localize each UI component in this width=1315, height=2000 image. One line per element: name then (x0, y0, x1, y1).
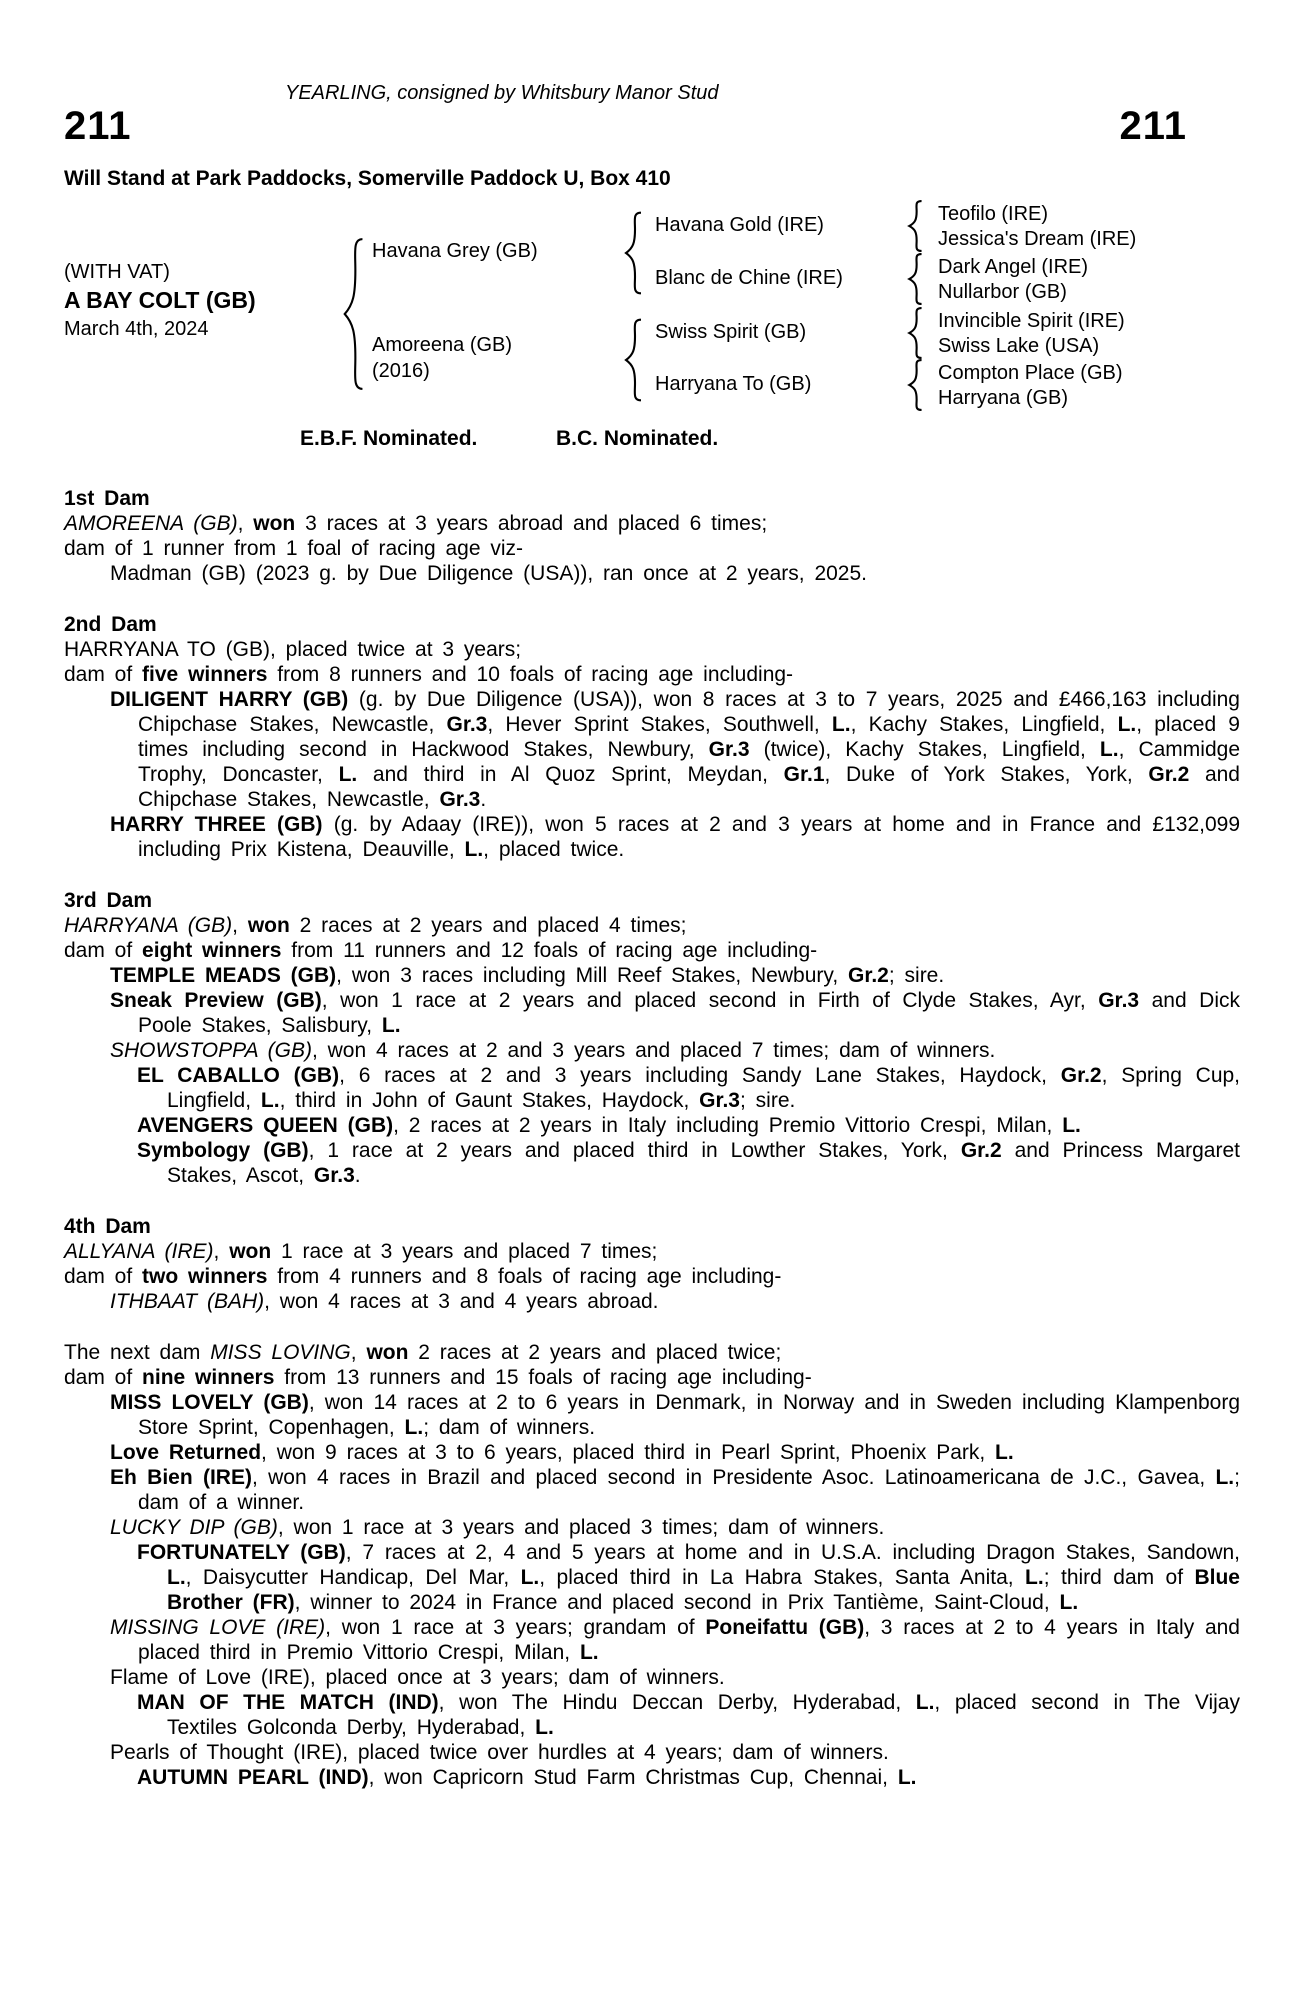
pedigree-entry: TEMPLE MEADS (GB), won 3 races including Mill Reef Stakes, Newbury, Gr.2; sire. (110, 964, 945, 987)
section-heading: 3rd Dam (64, 889, 153, 912)
dam-section (64, 486, 1240, 586)
pedigree-entry: Sneak Preview (GB), won 1 race at 2 years and placed second in Firth of Clyde Stakes, Ayr, Gr.3 and Dick Poole Stakes, Salisbury, L. (110, 989, 1240, 1037)
pedigree-entry: dam of two winners from 4 runners and 8 foals of racing age including- (64, 1265, 782, 1288)
pedigree-brace-g4-2 (906, 253, 924, 305)
pedigree-brace-g4-3 (906, 307, 924, 359)
section-heading: 4th Dam (64, 1215, 151, 1238)
pedigree-entry: MAN OF THE MATCH (IND), won The Hindu Deccan Derby, Hyderabad, L., placed second in The Vijay Textiles Golconda Derby, Hyderabad, L. (137, 1691, 1240, 1739)
section-heading: 2nd Dam (64, 613, 157, 636)
pedigree-brace-g4-1 (906, 200, 924, 252)
pedigree-entry: AUTUMN PEARL (IND), won Capricorn Stud Farm Christmas Cup, Chennai, L. (137, 1766, 917, 1789)
dam-sire-dam: Swiss Lake (USA) (938, 335, 1100, 357)
dam-year: (2016) (372, 360, 430, 382)
dam-dam-name: Harryana To (GB) (655, 373, 812, 395)
pedigree-entry: AMOREENA (GB), won 3 races at 3 years abroad and placed 6 times; (64, 512, 768, 535)
pedigree-entry: EL CABALLO (GB), 6 races at 2 and 3 years including Sandy Lane Stakes, Haydock, Gr.2, Spring Cup, Lingfield, L., third in John of Gaunt Stakes, Haydock, Gr.3; sire. (137, 1064, 1241, 1112)
pedigree-brace-main (340, 236, 366, 392)
stand-location-line: Will Stand at Park Paddocks, Somerville Paddock U, Box 410 (64, 167, 671, 190)
dam-dam-dam: Harryana (GB) (938, 387, 1069, 409)
dam-sire-sire: Invincible Spirit (IRE) (938, 310, 1125, 332)
pedigree-entry: HARRYANA (GB), won 2 races at 2 years and placed 4 times; (64, 914, 687, 937)
pedigree-entry: MISSING LOVE (IRE), won 1 race at 3 years; grandam of Poneifattu (GB), 3 races at 2 to 4 years in Italy and placed third in Premio Vittorio Crespi, Milan, L. (110, 1616, 1240, 1664)
ebf-nominated-note: E.B.F. Nominated. (300, 427, 478, 450)
pedigree-brace-sire (622, 211, 644, 295)
sire-dam-name: Blanc de Chine (IRE) (655, 267, 843, 289)
pedigree-entry: Flame of Love (IRE), placed once at 3 years; dam of winners. (110, 1666, 725, 1689)
pedigree-entry: Eh Bien (IRE), won 4 races in Brazil and placed second in Presidente Asoc. Latinoamericana de J.C., Gavea, L.; dam of a winner. (110, 1466, 1240, 1514)
dam-sire-name: Swiss Spirit (GB) (655, 321, 807, 343)
colt-name: A BAY COLT (GB) (64, 287, 256, 313)
pedigree-entry: MISS LOVELY (GB), won 14 races at 2 to 6 years in Denmark, in Norway and in Sweden including Klampenborg Store Sprint, Copenhagen, L.; dam of winners. (110, 1391, 1241, 1439)
pedigree-entry: AVENGERS QUEEN (GB), 2 races at 2 years in Italy including Premio Vittorio Crespi, Milan, L. (137, 1114, 1081, 1137)
pedigree-entry: dam of five winners from 8 runners and 10 foals of racing age including- (64, 663, 794, 686)
pedigree-entry: HARRYANA TO (GB), placed twice at 3 years; (64, 638, 522, 661)
dam-dam-sire: Compton Place (GB) (938, 362, 1123, 384)
pedigree-entry: dam of 1 runner from 1 foal of racing age viz- (64, 537, 524, 560)
pedigree-details (64, 486, 1240, 1790)
sire-sire-dam: Jessica's Dream (IRE) (938, 228, 1137, 250)
dam-section (64, 888, 1240, 1188)
sire-sire-name: Havana Gold (IRE) (655, 214, 824, 236)
dam-section (64, 1214, 1240, 1314)
sire-sire-sire: Teofilo (IRE) (938, 203, 1049, 225)
pedigree-entry: ITHBAAT (BAH), won 4 races at 3 and 4 years abroad. (110, 1290, 659, 1313)
pedigree-entry: Symbology (GB), 1 race at 2 years and placed third in Lowther Stakes, York, Gr.2 and Princess Margaret Stakes, Ascot, Gr.3. (137, 1139, 1240, 1187)
vat-note: (WITH VAT) (64, 261, 170, 283)
pedigree-entry: FORTUNATELY (GB), 7 races at 2, 4 and 5 years at home and in U.S.A. including Dragon Stakes, Sandown, L., Daisycutter Handicap, Del Mar, L., placed third in La Habra Stakes, Santa Anita, L.; third dam of Blue Brother (FR), winner to 2024 in France and placed second in Prix Tantième, Saint-Cloud, L. (137, 1541, 1241, 1614)
lot-number-left: 211 (64, 104, 132, 148)
pedigree-brace-g4-4 (906, 359, 924, 411)
sire-dam-sire: Dark Angel (IRE) (938, 256, 1089, 278)
pedigree-entry: DILIGENT HARRY (GB) (g. by Due Diligence (USA)), won 8 races at 3 to 7 years, 2025 and £466,163 including Chipchase Stakes, Newcastle, Gr.3, Hever Sprint Stakes, Southwell, L., Kachy Stakes, Lingfield, L., placed 9 times including second in Hackwood Stakes, Newbury, Gr.3 (twice), Kachy Stakes, Lingfield, L., Cammidge Trophy, Doncaster, L. and third in Al Quoz Sprint, Meydan, Gr.1, Duke of York Stakes, York, Gr.2 and Chipchase Stakes, Newcastle, Gr.3. (110, 688, 1240, 811)
pedigree-entry: Madman (GB) (2023 g. by Due Diligence (USA)), ran once at 2 years, 2025. (110, 562, 867, 585)
lot-number-right: 211 (1119, 104, 1187, 148)
pedigree-entry: Love Returned, won 9 races at 3 to 6 years, placed third in Pearl Sprint, Phoenix Park, L. (110, 1441, 1014, 1464)
sire-dam-dam: Nullarbor (GB) (938, 281, 1067, 303)
dam-section (64, 612, 1240, 862)
pedigree-entry: dam of nine winners from 13 runners and 15 foals of racing age including- (64, 1366, 812, 1389)
pedigree-entry: The next dam MISS LOVING, won 2 races at 2 years and placed twice; (64, 1341, 782, 1364)
pedigree-brace-dam (622, 318, 644, 402)
dam-name: Amoreena (GB) (372, 334, 513, 356)
foaling-date: March 4th, 2024 (64, 318, 209, 340)
sire-name: Havana Grey (GB) (372, 240, 538, 262)
section-heading: 1st Dam (64, 487, 150, 510)
pedigree-entry: SHOWSTOPPA (GB), won 4 races at 2 and 3 years and placed 7 times; dam of winners. (110, 1039, 996, 1062)
dam-section (64, 1340, 1240, 1790)
consignor-line: YEARLING, consigned by Whitsbury Manor Stud (285, 82, 719, 104)
pedigree-entry: ALLYANA (IRE), won 1 race at 3 years and placed 7 times; (64, 1240, 658, 1263)
pedigree-entry: dam of eight winners from 11 runners and 12 foals of racing age including- (64, 939, 818, 962)
pedigree-entry: LUCKY DIP (GB), won 1 race at 3 years and placed 3 times; dam of winners. (110, 1516, 885, 1539)
pedigree-entry: HARRY THREE (GB) (g. by Adaay (IRE)), won 5 races at 2 and 3 years at home and in France and £132,099 including Prix Kistena, Deauville, L., placed twice. (110, 813, 1240, 861)
pedigree-entry: Pearls of Thought (IRE), placed twice over hurdles at 4 years; dam of winners. (110, 1741, 889, 1764)
bc-nominated-note: B.C. Nominated. (556, 427, 719, 450)
